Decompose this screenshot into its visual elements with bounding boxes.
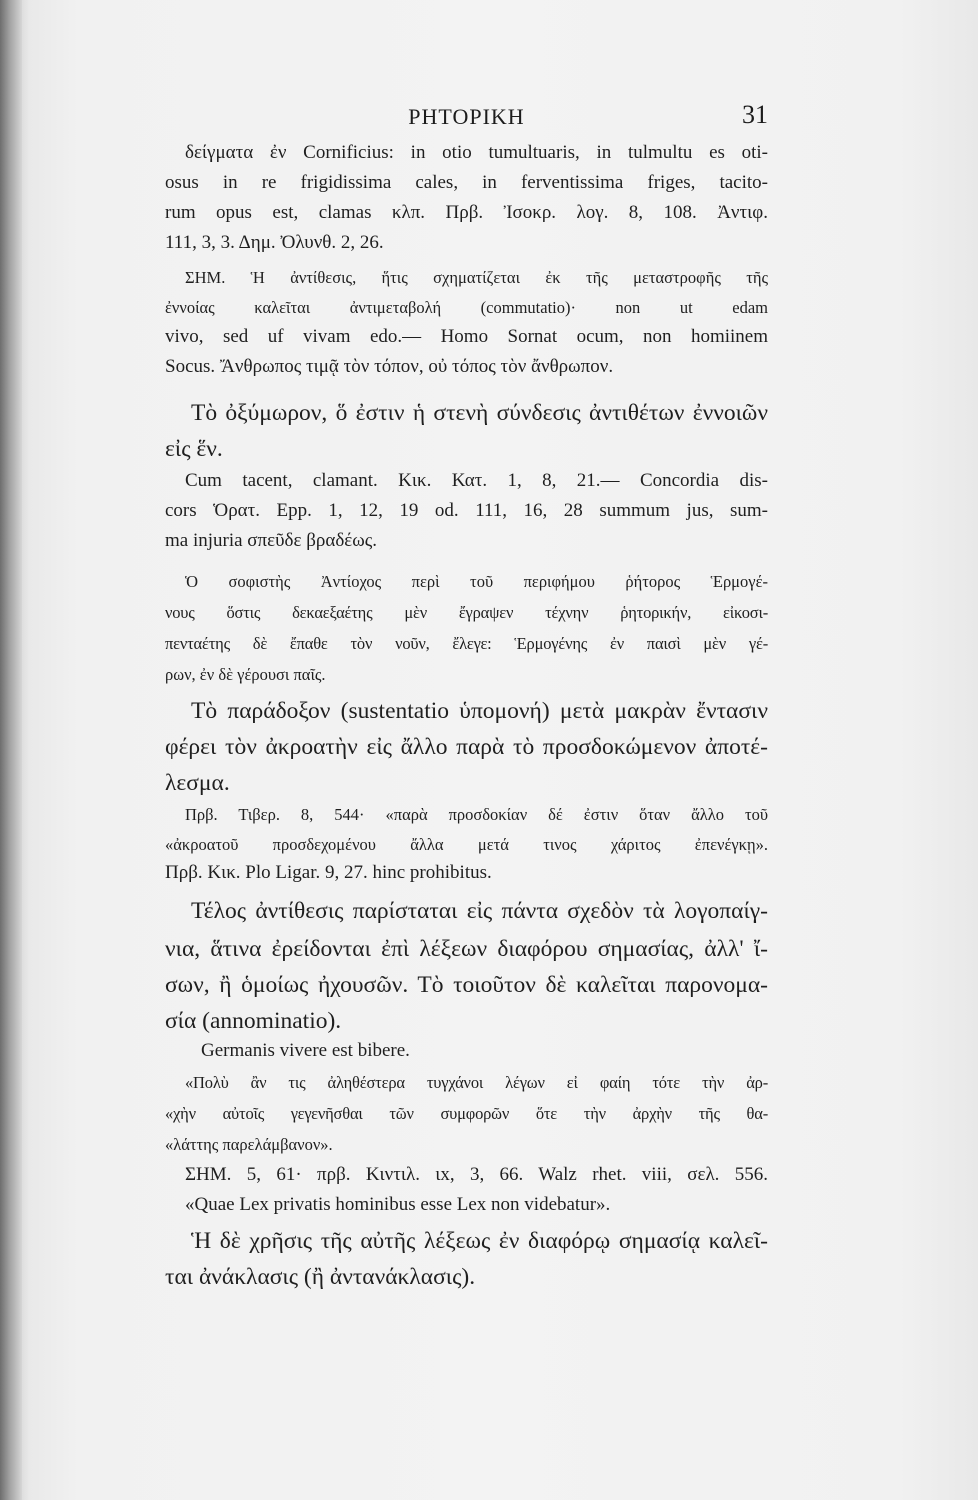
text-line: Cum tacent, clamant. Κικ. Κατ. 1, 8, 21.— Concordia dis- bbox=[185, 470, 768, 491]
text-line: Πρβ. Κικ. Plo Ligar. 9, 27. hinc prohibitus. bbox=[165, 862, 492, 883]
text-line: rum opus est, clamas κλπ. Πρβ. Ἰσοκρ. λογ. 8, 108. Ἀντιφ. bbox=[165, 202, 768, 223]
text-line: ται ἀνάκλασις (ἢ ἀντανάκλασις). bbox=[165, 1264, 476, 1290]
text-line: Ἡ δὲ χρῆσις τῆς αὐτῆς λέξεως ἐν διαφόρῳ σημασίᾳ καλεῖ- bbox=[191, 1228, 768, 1254]
text-line: εἰς ἕν. bbox=[165, 436, 223, 462]
text-line: Ὁ σοφιστὴς Ἀντίοχος περὶ τοῦ περιφήμου ῥήτορος Ἑρμογέ- bbox=[185, 572, 768, 591]
text-line: δείγματα ἐν Cornificius: in otio tumultuaris, in tulmultu es oti- bbox=[185, 142, 768, 163]
text-line: Socus. Ἄνθρωπος τιμᾷ τὸν τόπον, οὐ τόπος τὸν ἄνθρωπον. bbox=[165, 356, 614, 377]
text-line: νια, ἅτινα ἐρείδονται ἐπὶ λέξεων διαφόρου σημασίας, ἀλλ' ἴ- bbox=[165, 936, 768, 962]
text-line: «ἀκροατοῦ προσδεχομένου ἄλλα μετά τινος χάριτος ἐπενέγκῃ». bbox=[165, 835, 768, 854]
text-line: λεσμα. bbox=[165, 770, 230, 796]
text-line: 111, 3, 3. Δημ. Ὀλυνθ. 2, 26. bbox=[165, 232, 384, 253]
page-number: 31 bbox=[742, 100, 768, 129]
text-line: Πρβ. Τιβερ. 8, 544· «παρὰ προσδοκίαν δέ ἐστιν ὅταν ἄλλο τοῦ bbox=[185, 805, 768, 824]
page-header bbox=[165, 100, 768, 136]
text-line: Τὸ παράδοξον (sustentatio ὑπομονή) μετὰ μακρὰν ἔντασιν bbox=[191, 698, 768, 724]
text-line: Τέλος ἀντίθεσις παρίσταται εἰς πάντα σχεδὸν τὰ λογοπαίγ- bbox=[191, 898, 768, 924]
text-line: «λάττης παρελάμβανον». bbox=[165, 1135, 333, 1154]
text-line: ἐννοίας καλεῖται ἀντιμεταβολή (commutatio)· non ut edam bbox=[165, 298, 768, 317]
text-line: σων, ἢ ὁμοίως ἠχουσῶν. Τὸ τοιοῦτον δὲ καλεῖται παρονομα- bbox=[165, 972, 768, 998]
text-line: ma injuria σπεῦδε βραδέως. bbox=[165, 530, 378, 551]
text-line: «Quae Lex privatis hominibus esse Lex non videbatur». bbox=[185, 1194, 611, 1215]
text-line: σία (annominatio). bbox=[165, 1008, 342, 1034]
text-line: «Πολὺ ἂν τις ἀληθέστερα τυγχάνοι λέγων εἰ φαίη τότε τὴν ἀρ- bbox=[185, 1073, 768, 1092]
text-line: ρων, ἐν δὲ γέρουσι παῖς. bbox=[165, 665, 326, 684]
text-line: «χὴν αὐτοῖς γεγενῆσθαι τῶν συμφορῶν ὅτε τὴν ἀρχὴν τῆς θα- bbox=[165, 1104, 768, 1123]
text-line: Germanis vivere est bibere. bbox=[201, 1040, 410, 1061]
text-line: vivo, sed uf vivam edo.— Homo Sornat ocum, non homiinem bbox=[165, 326, 768, 347]
text-line: πενταέτης δὲ ἔπαθε τὸν νοῦν, ἔλεγε: Ἑρμογένης ἐν παισὶ μὲν γέ- bbox=[165, 634, 768, 653]
text-line: osus in re frigidissima cales, in ferventissima friges, tacito- bbox=[165, 172, 768, 193]
running-head: PHTOPIKH bbox=[408, 104, 525, 129]
text-line: cors Ὁρατ. Epp. 1, 12, 19 od. 111, 16, 28 summum jus, sum- bbox=[165, 500, 768, 521]
page-spine-shadow bbox=[0, 0, 22, 1500]
text-line: Τὸ ὀξύμωρον, ὅ ἐστιν ἡ στενὴ σύνδεσις ἀντιθέτων ἐννοιῶν bbox=[191, 400, 768, 426]
text-line: ΣΗΜ. Ἡ ἀντίθεσις, ἥτις σχηματίζεται ἐκ τῆς μεταστροφῆς τῆς bbox=[185, 268, 768, 287]
text-line: νους ὅστις δεκαεξαέτης μὲν ἔγραψεν τέχνην ῥητορικήν, εἰκοσι- bbox=[165, 603, 768, 622]
text-line: ΣΗΜ. 5, 61· πρβ. Κιντιλ. ιx, 3, 66. Walz rhet. viii, σελ. 556. bbox=[185, 1164, 768, 1185]
text-line: φέρει τὸν ἀκροατὴν εἰς ἄλλο παρὰ τὸ προσδοκώμενον ἀποτέ- bbox=[165, 734, 768, 760]
